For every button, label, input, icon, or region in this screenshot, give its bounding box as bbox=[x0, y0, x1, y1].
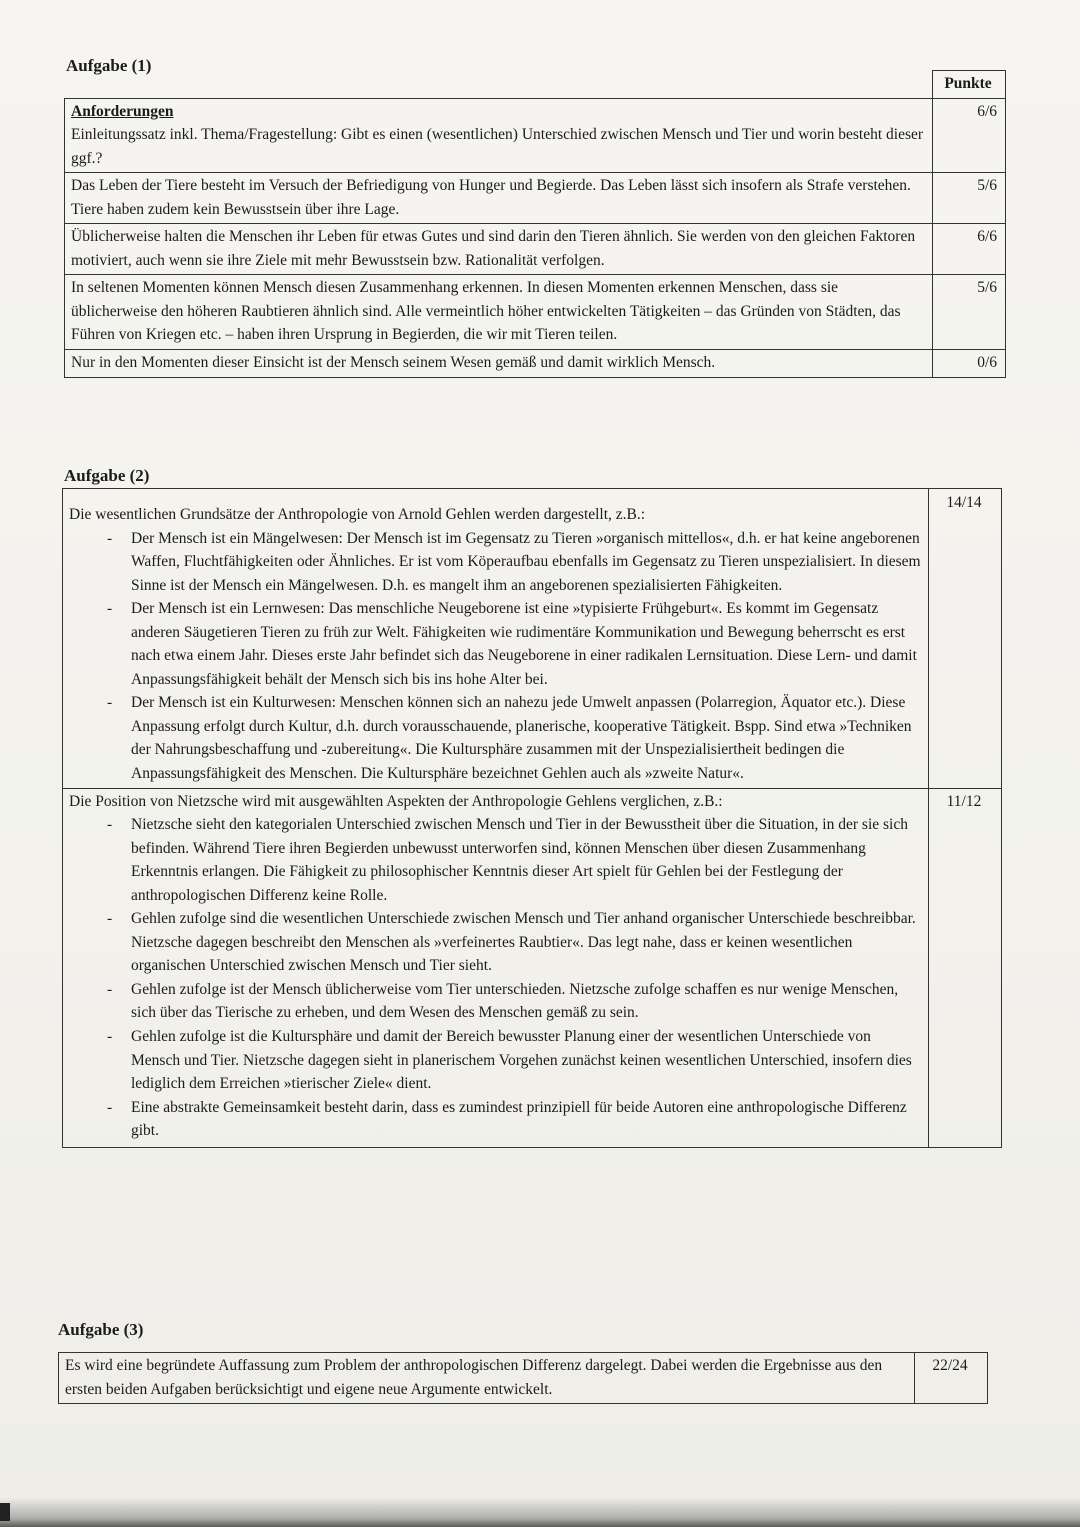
table-row bbox=[63, 489, 1002, 789]
aufgabe-3-heading: Aufgabe (3) bbox=[58, 1320, 144, 1339]
nietzsche-bullet-list bbox=[69, 813, 922, 1143]
anforderung-text: Das Leben der Tiere besteht im Versuch der Befriedigung von Hunger und Begierde. Das Leben lässt sich insofern als Strafe verstehen. Tiere haben zudem kein Bewusstsein über ihre Lage. bbox=[65, 173, 933, 224]
list-item: - Gehlen zufolge ist der Mensch üblicherweise vom Tier unterschieden. Nietzsche zufolge schaffen es nur wenige Menschen, sich über das Tierische zu erheben, und dem Wesen des Menschen gemäß zu sein. bbox=[131, 978, 922, 1025]
table-row bbox=[65, 275, 1006, 350]
anforderung-text: Nur in den Momenten dieser Einsicht ist der Mensch seinem Wesen gemäß und damit wirklich Mensch. bbox=[65, 350, 933, 378]
table-row bbox=[65, 173, 1006, 224]
list-item: - Der Mensch ist ein Kulturwesen: Menschen können sich an nahezu jede Umwelt anpassen (Polarregion, Äquator etc.). Diese Anpassung erfolgt durch Kultur, d.h. durch vorausschauende, planerische, kooperative Tätigkeit. Bspp. Sind etwa »Techniken der Nahrungsbeschaffung und -zubereitung«. Die Kultursphäre zusammen mit der Unspezialisiertheit bedingen die Anpassungsfähigkeit des Menschen. Die Kultursphäre bezeichnet Gehlen auch als »zweite Natur«. bbox=[131, 691, 922, 785]
aufgabe-2-heading: Aufgabe (2) bbox=[64, 466, 150, 485]
scan-edge-mark bbox=[0, 1503, 10, 1521]
anforderung-text: In seltenen Momenten können Mensch diesen Zusammenhang erkennen. In diesen Momenten erkennen Menschen, dass sie üblicherweise den höheren Raubtieren ähnlich sind. Alle vermeintlich höher entwickelten Tätigkeiten – das Gründen von Städten, das Führen von Kriegen etc. – haben ihren Ursprung in Begierden, die wir mit Tieren teilen. bbox=[65, 275, 933, 350]
table-row bbox=[63, 788, 1002, 1147]
aufgabe-2-table bbox=[62, 488, 1002, 1148]
list-item: - Eine abstrakte Gemeinsamkeit besteht darin, dass es zumindest prinzipiell für beide Autoren eine anthropologische Differenz gibt. bbox=[131, 1096, 922, 1143]
nietzsche-intro: Die Position von Nietzsche wird mit ausgewählten Aspekten der Anthropologie Gehlens verglichen, z.B.: bbox=[69, 792, 723, 810]
gehlen-bullet-list bbox=[69, 527, 922, 786]
anforderung-cell bbox=[65, 98, 933, 173]
gehlen-block bbox=[63, 489, 929, 789]
punkte-header: Punkte bbox=[933, 71, 1006, 99]
list-item: - Gehlen zufolge ist die Kultursphäre und damit der Bereich bewusster Planung einer der wesentlichen Unterschiede von Mensch und Tier. Nietzsche dagegen sieht in planerischem Vorgehen zunächst keinen wesentlichen Unterschied, insofern dies lediglich dem Erreichen »tierischer Ziele« dient. bbox=[131, 1025, 922, 1096]
table-row bbox=[59, 1353, 988, 1404]
list-item: - Nietzsche sieht den kategorialen Unterschied zwischen Mensch und Tier in der Bewusstheit über die Situation, in der sie sich befinden. Während Tiere ihren Begierden unbewusst unterworfen sind, können Menschen über diesen Zusammenhang Erkenntnis erlangen. Die Fähigkeit zu philosophischer Kenntnis dieser Art spielt für Gehlen bei der Festlegung der anthropologischen Differenz keine Rolle. bbox=[131, 813, 922, 907]
aufgabe-1-table bbox=[64, 70, 1006, 378]
points-value: 0/6 bbox=[933, 350, 1006, 378]
gehlen-intro: Die wesentlichen Grundsätze der Anthropologie von Arnold Gehlen werden dargestellt, z.B.: bbox=[69, 506, 646, 523]
anforderungen-title: Anforderungen bbox=[71, 102, 174, 120]
list-item: - Der Mensch ist ein Mängelwesen: Der Mensch ist im Gegensatz zu Tieren »organisch mittellos«, d.h. er hat keine angeborenen Waffen, Fluchtfähigkeiten oder Ähnliches. Er ist vom Köperaufbau ebenfalls im Gegensatz zu Tieren unspezialisiert. In diesem Sinne ist der Mensch ein Mängelwesen. D.h. es mangelt ihm an angeborenen spezialisierten Fähigkeiten. bbox=[131, 527, 922, 598]
aufgabe-3-table bbox=[58, 1352, 988, 1404]
anforderung-text: Einleitungssatz inkl. Thema/Fragestellung: Gibt es einen (wesentlichen) Unterschied zwischen Mensch und Tier und worin besteht dieser ggf.? bbox=[71, 126, 924, 167]
table-row bbox=[65, 224, 1006, 275]
points-value: 6/6 bbox=[933, 98, 1006, 173]
table-row bbox=[65, 350, 1006, 378]
points-value: 22/24 bbox=[915, 1353, 988, 1404]
points-value: 5/6 bbox=[933, 173, 1006, 224]
aufgabe-3-text: Es wird eine begründete Auffassung zum Problem der anthropologischen Differenz dargelegt. Dabei werden die Ergebnisse aus den ersten beiden Aufgaben berücksichtigt und eigene neue Argumente entwickelt. bbox=[59, 1353, 915, 1404]
table-row bbox=[65, 98, 1006, 173]
points-value: 6/6 bbox=[933, 224, 1006, 275]
list-item: - Gehlen zufolge sind die wesentlichen Unterschiede zwischen Mensch und Tier anhand organischer Unterschiede beschreibbar. Nietzsche dagegen beschreibt den Menschen als »verfeinertes Raubtier«. Das legt nahe, dass er keinen wesentlichen organischen Unterschied zwischen Mensch und Tier sieht. bbox=[131, 907, 922, 978]
points-value: 5/6 bbox=[933, 275, 1006, 350]
anforderung-text: Üblicherweise halten die Menschen ihr Leben für etwas Gutes und sind darin den Tieren ähnlich. Sie werden von den gleichen Faktoren motiviert, auch wenn sie ihre Ziele mit mehr Bewusstsein bzw. Rationalität verfolgen. bbox=[65, 224, 933, 275]
aufgabe-1-heading: Aufgabe (1) bbox=[66, 56, 152, 75]
points-value: 14/14 bbox=[929, 489, 1002, 789]
points-value: 11/12 bbox=[929, 788, 1002, 1147]
scan-bottom-edge bbox=[0, 1497, 1080, 1527]
list-item: - Der Mensch ist ein Lernwesen: Das menschliche Neugeborene ist eine »typisierte Frühgeburt«. Es kommt im Gegensatz anderen Säugetieren Tieren zu früh zur Welt. Fähigkeiten wie rudimentäre Kommunikation und Bewegung beherrscht es erst nach etwa einem Jahr. Dieses erste Jahr befindet sich das Neugeborene in einer radikalen Lernsituation. Diese Lern- und damit Anpassungsfähigkeit behält der Mensch sich bis ins hohe Alter bei. bbox=[131, 597, 922, 691]
nietzsche-block bbox=[63, 788, 929, 1147]
